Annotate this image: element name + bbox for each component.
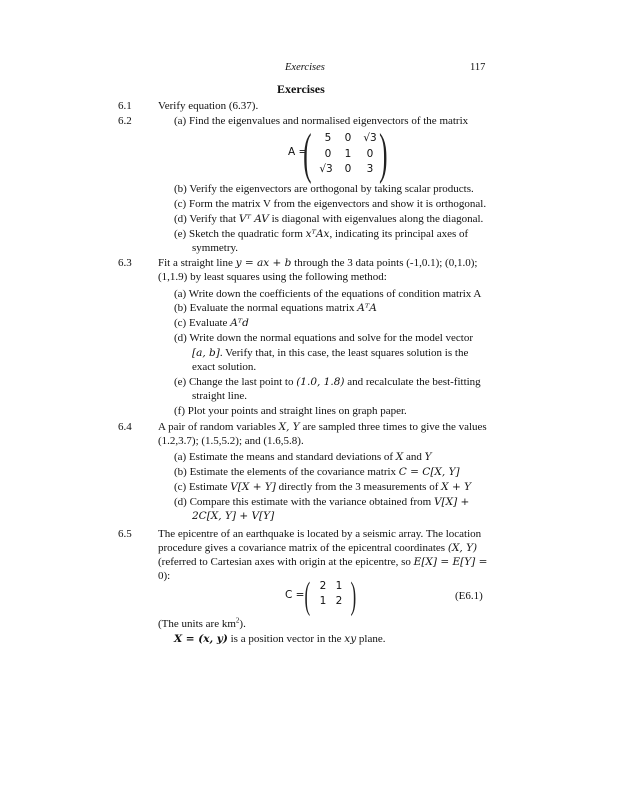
math-vtav: Vᵀ AV <box>238 213 269 225</box>
exercise-6-5-line2: procedure gives a covariance matrix of the epicentral coordinates (X, Y) <box>158 542 478 554</box>
exercise-6-3-b: (b) Evaluate the normal equations matrix AᵀA <box>174 302 377 314</box>
exercise-6-2-e-cont: symmetry. <box>192 242 239 254</box>
exercise-6-4-d: (d) Compare this estimate with the variance obtained from V[X] + <box>174 496 470 508</box>
exercise-6-4-d-cont: 2C[X, Y] + V[Y] <box>192 510 275 522</box>
matrix-a-lhs: A = <box>288 146 308 158</box>
exercise-6-3-d-line1: (d) Write down the normal equations and solve for the model vector <box>174 332 474 344</box>
page-number: 117 <box>470 62 486 73</box>
exercise-number: 6.1 <box>118 100 132 112</box>
left-paren: ( <box>303 123 312 185</box>
math-atd: Aᵀd <box>230 317 249 329</box>
matrix-cell: 0 <box>344 132 352 144</box>
math-line: y = ax + b <box>235 257 292 269</box>
matrix-cell: 1 <box>319 595 327 607</box>
math-model-vector: [a, b] <box>192 347 220 359</box>
math-variance: V[X + Y] <box>230 481 276 493</box>
matrix-cell: 2 <box>335 595 343 607</box>
exercise-6-4-c: (c) Estimate V[X + Y] directly from the 3 measurements of X + Y <box>174 481 472 493</box>
matrix-c-lhs: C = <box>285 589 305 601</box>
exercise-number: 6.3 <box>118 257 132 269</box>
exercise-6-3-line1: Fit a straight line y = ax + b through the 3 data points (-1,0.1); (0,1.0); <box>158 257 478 269</box>
exercise-6-5-line3: (referred to Cartesian axes with origin at the epicentre, so E[X] = E[Y] = <box>158 556 488 568</box>
matrix-cell: √3 <box>319 163 333 175</box>
math-xtax: xᵀAx <box>305 228 330 240</box>
matrix-cell: 0 <box>366 148 374 160</box>
section-title: Exercises <box>277 82 325 96</box>
exercise-6-2-e: (e) Sketch the quadratic form xᵀAx, indicating its principal axes of <box>174 228 469 240</box>
exercise-number: 6.2 <box>118 115 132 127</box>
right-paren: ) <box>350 575 357 617</box>
matrix-cell: 1 <box>344 148 352 160</box>
running-header-title: Exercises <box>285 62 325 73</box>
exercise-6-3-e-cont: straight line. <box>192 390 247 402</box>
exercise-6-2-c: (c) Form the matrix V from the eigenvectors and show it is orthogonal. <box>174 198 487 210</box>
exercise-6-4-a: (a) Estimate the means and standard deviations of X and Y <box>174 451 432 463</box>
exercise-6-4-line2: (1.2,3.7); (1.5,5.2); and (1.6,5.8). <box>158 435 304 447</box>
exercise-6-3-e: (e) Change the last point to (1.0, 1.8) and recalculate the best-fitting <box>174 376 481 388</box>
exercise-6-3-d-line3: exact solution. <box>192 361 257 373</box>
exercise-6-3-a: (a) Write down the coefficients of the equations of condition matrix A <box>174 288 482 300</box>
matrix-cell: 0 <box>324 148 332 160</box>
exercise-6-3-c: (c) Evaluate Aᵀd <box>174 317 249 329</box>
matrix-cell: 3 <box>366 163 374 175</box>
units-note: (The units are $km^2$). <box>158 616 246 630</box>
exercise-6-5-line1: The epicentre of an earthquake is located by a seismic array. The location <box>158 528 482 540</box>
exercise-number: 6.5 <box>118 528 132 540</box>
equation-label: (E6.1) <box>455 590 483 602</box>
right-paren: ) <box>379 123 388 185</box>
math-xy: X, Y <box>278 421 300 433</box>
matrix-cell: 0 <box>344 163 352 175</box>
math-covariance: C = C[X, Y] <box>398 466 460 478</box>
matrix-cell: 2 <box>319 580 327 592</box>
matrix-cell: √3 <box>363 132 377 144</box>
exercise-6-4-line1: A pair of random variables X, Y are sampled three times to give the values <box>158 421 487 433</box>
position-vector-line: X = (x, y) is a position vector in the xy plane. <box>174 633 386 645</box>
exercise-6-2-b: (b) Verify the eigenvectors are orthogonal by taking scalar products. <box>174 183 474 195</box>
math-point: (1.0, 1.8) <box>296 376 345 388</box>
exercise-6-1-text: Verify equation (6.37). <box>158 100 259 112</box>
matrix-cell: 5 <box>324 132 332 144</box>
exercise-6-5-line4: 0): <box>158 570 171 582</box>
matrix-cell: 1 <box>335 580 343 592</box>
math-ata: AᵀA <box>357 302 377 314</box>
exercise-6-2-d: (d) Verify that Vᵀ AV is diagonal with eigenvalues along the diagonal. <box>174 213 484 225</box>
exercise-6-3-f: (f) Plot your points and straight lines on graph paper. <box>174 405 407 417</box>
exercise-6-4-b: (b) Estimate the elements of the covariance matrix C = C[X, Y] <box>174 466 460 478</box>
exercise-number: 6.4 <box>118 421 132 433</box>
exercise-6-3-line2: (1,1.9) by least squares using the following method: <box>158 271 387 283</box>
exercise-6-2-a: (a) Find the eigenvalues and normalised eigenvectors of the matrix <box>174 115 469 127</box>
exercise-6-3-d-line2: [a, b]. Verify that, in this case, the least squares solution is the <box>192 347 469 359</box>
left-paren: ( <box>304 575 311 617</box>
